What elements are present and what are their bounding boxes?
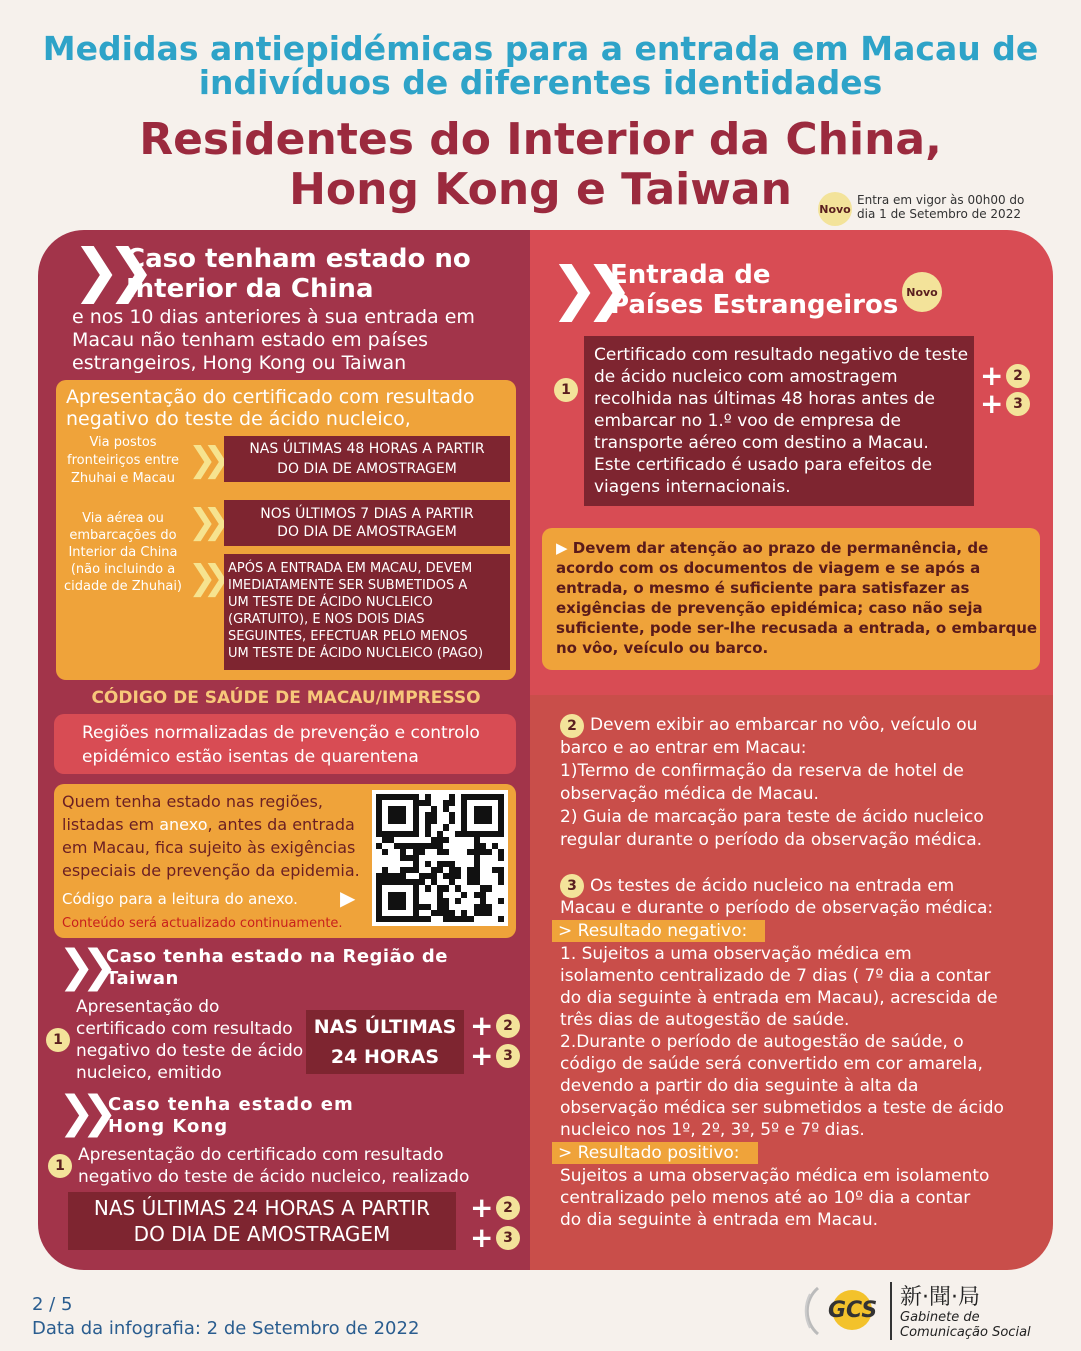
foreign-heading-line1: Entrada de — [610, 260, 771, 290]
route1-box-line2: DO DIA DE AMOSTRAGEM — [277, 461, 457, 477]
section2-line5: 2) Guia de marcação para teste de ácido nucleico — [560, 807, 984, 827]
negative-line8: observação médica ser submetidos a teste de ácido — [560, 1098, 1004, 1118]
foreign-cert-line1: Certificado com resultado negativo de teste — [594, 345, 969, 365]
chevron-icon: ❯❯ — [58, 1087, 104, 1138]
negative-result-label: > Resultado negativo: — [552, 920, 765, 942]
china-heading — [126, 244, 471, 304]
route2-after-entry-box — [224, 554, 510, 670]
negative-line7: devendo a partir do dia seguinte à alta da — [560, 1076, 919, 1096]
effective-line2: dia 1 de Setembro de 2022 — [857, 207, 1021, 221]
section2-line2: barco e ao entrar em Macau: — [560, 738, 807, 758]
chevron-icon: ❯❯ — [188, 502, 217, 542]
title-line1: Residentes do Interior da China, — [139, 114, 942, 165]
annex-link[interactable]: anexo — [159, 815, 208, 834]
health-code-label: CÓDIGO DE SAÚDE DE MACAU/IMPRESSO — [91, 688, 481, 708]
china-intro-line3: estrangeiros, Hong Kong ou Taiwan — [72, 352, 407, 374]
hongkong-number-badge: 1 — [48, 1154, 72, 1178]
logo-line1: Gabinete de — [900, 1310, 980, 1325]
annex-line2-c: , antes da entrada — [207, 815, 355, 834]
route2-after-line1: APÓS A ENTRADA EM MACAU, DEVEM — [228, 561, 473, 576]
plus-icon: + — [470, 1039, 494, 1072]
chevron-icon: ❯❯ — [72, 236, 142, 304]
section3-line1: Os testes de ácido nucleico na entrada em — [590, 876, 955, 896]
notice-line6: no vôo, veículo ou barco. — [556, 639, 769, 657]
annex-code-label: Código para a leitura do anexo. — [62, 890, 298, 908]
normalized-regions-box — [54, 714, 516, 774]
taiwan-number-badge: 1 — [46, 1028, 70, 1052]
taiwan-text-line2: certificado com resultado — [76, 1019, 293, 1039]
logo-text — [900, 1310, 1031, 1340]
section2-line1: Devem exibir ao embarcar no vôo, veículo ou — [590, 715, 978, 735]
negative-line5: 2.Durante o período de autogestão de saúde, o — [560, 1032, 964, 1052]
ref-badge-2: 2 — [496, 1014, 520, 1038]
section3-line2: Macau e durante o período de observação médica: — [560, 898, 994, 918]
page-indicator: 2 / 5 — [32, 1294, 73, 1315]
foreign-cert-line2: de ácido nucleico com amostragem — [594, 367, 898, 387]
notice-line4: exigências de prevenção epidémica; caso não seja — [556, 599, 983, 617]
hongkong-heading — [108, 1094, 354, 1138]
route2-label-line4: (não incluindo a — [70, 562, 176, 577]
chevron-icon: ❯❯ — [550, 254, 620, 322]
notice-line1 — [556, 538, 1040, 558]
foreign-cert-line5: transporte aéreo com destino a Macau. — [594, 433, 929, 453]
taiwan-heading-line2: Taiwan — [106, 968, 179, 989]
negative-line6: código de saúde será convertido em cor amarela, — [560, 1054, 983, 1074]
negative-line3: do dia seguinte à entrada em Macau), acrescida de — [560, 988, 998, 1008]
positive-line1: Sujeitos a uma observação médica em isolamento — [560, 1166, 990, 1186]
section3-badge: 3 — [560, 874, 584, 898]
supertitle-line1: Medidas antiepidémicas para a entrada em Macau de — [42, 29, 1039, 68]
china-intro-line1: e nos 10 dias anteriores à sua entrada em — [72, 306, 475, 328]
ref-badge-2: 2 — [496, 1196, 520, 1220]
china-cert-text — [66, 386, 475, 430]
route1-label — [58, 434, 188, 488]
chevron-icon: ❯❯ — [58, 941, 104, 992]
route1-label-line2: fronteiriços entre — [67, 453, 179, 468]
route2-label-line3: Interior da China — [68, 545, 178, 560]
taiwan-text — [76, 996, 303, 1084]
taiwan-text-line1: Apresentação do — [76, 997, 220, 1017]
route2-box-line1: NOS ÚLTIMOS 7 DIAS A PARTIR — [260, 506, 474, 522]
notice-line3: entrada, o mesmo é suficiente para satisfazer as — [556, 579, 970, 597]
hongkong-box-line2: DO DIA DE AMOSTRAGEM — [133, 1222, 391, 1246]
section2-badge: 2 — [560, 714, 584, 738]
effective-line1: Entra em vigor às 00h00 do — [857, 193, 1025, 207]
china-intro — [72, 306, 475, 375]
chevron-icon: ❯❯ — [188, 558, 217, 598]
ref-badge-3: 3 — [496, 1226, 520, 1250]
foreign-cert-line3: recolhida nas últimas 48 horas antes de — [594, 389, 935, 409]
logo-divider — [890, 1282, 892, 1340]
taiwan-box-line1: NAS ÚLTIMAS — [313, 1016, 457, 1038]
hongkong-heading-line2: Hong Kong — [108, 1116, 229, 1137]
regions-line1: Regiões normalizadas de prevenção e controlo — [82, 723, 480, 743]
regions-line2: epidémico estão isentas de quarentena — [82, 747, 419, 767]
plus-icon: + — [470, 1009, 494, 1042]
section2-line4: observação médica de Macau. — [560, 784, 819, 804]
route2-after-line3: UM TESTE DE ÁCIDO NUCLEICO — [228, 595, 433, 610]
china-intro-line2: Macau não tenham estado em países — [72, 329, 429, 351]
annex-text — [62, 790, 360, 882]
negative-line1: 1. Sujeitos a uma observação médica em — [560, 944, 912, 964]
effective-date — [857, 193, 1024, 221]
hongkong-box — [68, 1192, 456, 1250]
title-line2: Hong Kong e Taiwan — [289, 164, 792, 215]
gcs-logo — [800, 1276, 890, 1346]
taiwan-heading-line1: Caso tenha estado na Região de — [106, 946, 448, 967]
positive-line3: do dia seguinte à entrada em Macau. — [560, 1210, 879, 1230]
play-arrow-icon: ▶ — [556, 539, 568, 557]
annex-line2 — [62, 813, 360, 836]
taiwan-text-line3: negativo do teste de ácido — [76, 1041, 304, 1061]
route2-box-line2: DO DIA DE AMOSTRAGEM — [277, 524, 457, 540]
foreign-cert-line7: viagens internacionais. — [594, 477, 791, 497]
china-cert-line1: Apresentação do certificado com resultado — [66, 386, 475, 408]
positive-line2: centralizado pelo menos até ao 10º dia a contar — [560, 1188, 971, 1208]
supertitle-line2: indivíduos de diferentes identidades — [198, 63, 883, 102]
ref-badge-2: 2 — [1006, 364, 1030, 388]
hongkong-heading-line1: Caso tenha estado em — [108, 1094, 354, 1115]
annex-line4: especiais de prevenção da epidemia. — [62, 861, 360, 880]
route2-after-line5: SEGUINTES, EFECTUAR PELO MENOS — [228, 629, 468, 644]
negative-line4: três dias de autogestão de saúde. — [560, 1010, 850, 1030]
negative-line9: nucleico nos 1º, 2º, 3º, 5º e 7º dias. — [560, 1120, 865, 1140]
ref-badge-3: 3 — [1006, 392, 1030, 416]
notice-line2: acordo com os documentos de viagem e se após a — [556, 559, 981, 577]
qr-code[interactable] — [372, 790, 508, 926]
positive-result-label: > Resultado positivo: — [552, 1142, 758, 1164]
foreign-notice-box — [542, 528, 1040, 670]
section2-line6: regular durante o período da observação médica. — [560, 830, 983, 850]
chevron-icon: ❯❯ — [188, 440, 217, 480]
route2-after-line2: IMEDIATAMENTE SER SUBMETIDOS A — [228, 578, 468, 593]
negative-line2: isolamento centralizado de 7 dias ( 7º dia a contar — [560, 966, 991, 986]
route1-label-line3: Zhuhai e Macau — [71, 471, 175, 486]
route2-label-line5: cidade de Zhuhai) — [63, 579, 182, 594]
route2-after-line6: UM TESTE DE ÁCIDO NUCLEICO (PAGO) — [228, 646, 484, 661]
route2-after-line4: (GRATUITO), E NOS DOIS DIAS — [228, 612, 425, 627]
hongkong-box-line1: NAS ÚLTIMAS 24 HORAS A PARTIR — [93, 1196, 431, 1220]
foreign-cert-line6: Este certificado é usado para efeitos de — [594, 455, 933, 475]
hongkong-text-line2: negativo do teste de ácido nucleico, realizado — [78, 1167, 470, 1187]
section2-text — [560, 714, 1050, 852]
china-heading-line2: Interior da China — [126, 274, 374, 304]
annex-line3: em Macau, fica sujeito às exigências — [62, 838, 356, 857]
route2-label-line2: embarcações do — [69, 528, 177, 543]
hongkong-text-line1: Apresentação do certificado com resultado — [78, 1145, 444, 1165]
novo-badge: Novo — [818, 192, 852, 226]
section2-line3: 1)Termo de confirmação da reserva de hotel de — [560, 761, 964, 781]
notice-line1-text: Devem dar atenção ao prazo de permanência, de — [572, 539, 989, 557]
annex-line1: Quem tenha estado nas regiões, — [62, 792, 323, 811]
route2-box — [224, 500, 510, 546]
plus-icon: + — [470, 1221, 494, 1254]
annex-line2-a: listadas em — [62, 815, 160, 834]
route2-label — [56, 510, 190, 595]
plus-icon: + — [980, 359, 1004, 392]
plus-icon: + — [980, 387, 1004, 420]
route2-label-line1: Via aérea ou — [82, 511, 164, 526]
main-card — [38, 230, 1053, 1270]
section3-text — [560, 875, 1050, 1231]
taiwan-box-line2: 24 HORAS — [330, 1046, 440, 1068]
china-heading-line1: Caso tenham estado no — [126, 244, 471, 274]
ref-badge-3: 3 — [496, 1044, 520, 1068]
taiwan-heading — [106, 946, 448, 990]
play-arrow-icon: ▶ — [340, 886, 356, 910]
route1-label-line1: Via postos — [89, 435, 157, 450]
plus-icon: + — [470, 1191, 494, 1224]
taiwan-box — [306, 1010, 464, 1074]
foreign-cert-box — [584, 336, 974, 506]
foreign-cert-line4: embarcar no 1.º voo de empresa de — [594, 411, 901, 431]
china-cert-line2: negativo do teste de ácido nucleico, — [66, 408, 411, 430]
foreign-heading — [610, 260, 898, 320]
novo-badge: Novo — [902, 272, 942, 312]
logo-chinese: 新·聞·局 — [900, 1285, 980, 1310]
logo-initials: GCS — [828, 1298, 878, 1323]
foreign-heading-line2: Países Estrangeiros — [610, 290, 899, 320]
foreign-number-badge: 1 — [554, 378, 578, 402]
logo-line2: Comunicação Social — [900, 1325, 1031, 1340]
route1-box — [224, 436, 510, 482]
hongkong-text — [78, 1144, 469, 1188]
route1-box-line1: NAS ÚLTIMAS 48 HORAS A PARTIR — [249, 441, 485, 457]
annex-update-note: Conteúdo será actualizado continuamente. — [62, 916, 343, 931]
taiwan-text-line4: nucleico, emitido — [76, 1063, 222, 1083]
notice-line5: suficiente, pode ser-lhe recusada a entrada, o embarque — [556, 619, 1038, 637]
infographic-date: Data da infografia: 2 de Setembro de 2022 — [32, 1318, 420, 1339]
